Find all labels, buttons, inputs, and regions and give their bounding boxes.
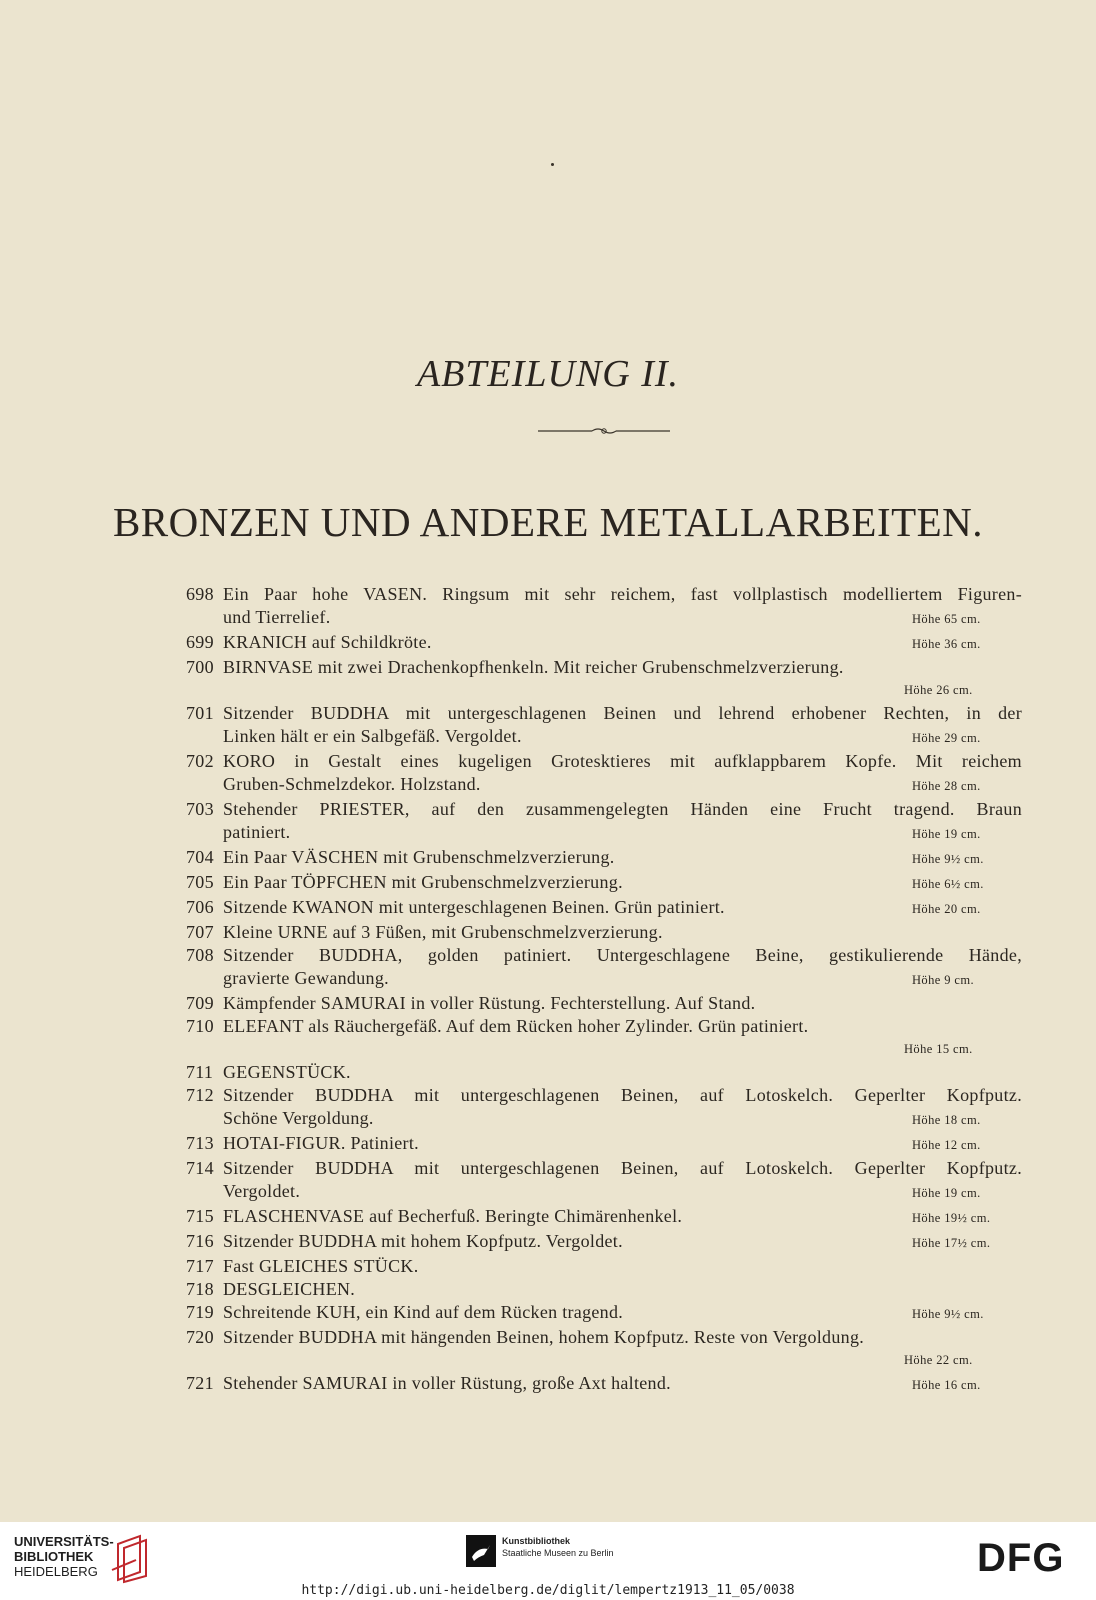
catalog-entry bbox=[186, 846, 1022, 871]
entry-description: GEGENSTÜCK. bbox=[223, 1062, 351, 1082]
entry-number: 698 bbox=[186, 584, 214, 604]
entry-description: KRANICH auf Schildkröte. bbox=[223, 632, 432, 652]
entry-number: 710 bbox=[186, 1016, 214, 1036]
catalog-entry bbox=[186, 631, 1022, 656]
entry-number: 702 bbox=[186, 751, 214, 771]
entry-number: 712 bbox=[186, 1085, 214, 1105]
entry-description: Vergoldet. bbox=[223, 1181, 301, 1201]
library-line-2: BIBLIOTHEK bbox=[14, 1549, 94, 1564]
entry-height: Höhe 9½ cm. bbox=[912, 852, 984, 866]
entry-number: 717 bbox=[186, 1256, 214, 1276]
catalog-entry bbox=[186, 1255, 1022, 1278]
catalog-entry bbox=[186, 992, 1022, 1015]
entry-height: Höhe 12 cm. bbox=[912, 1138, 981, 1152]
entry-description: patiniert. bbox=[223, 822, 291, 842]
entry-number: 703 bbox=[186, 799, 214, 819]
entry-height: Höhe 26 cm. bbox=[904, 683, 973, 697]
catalog-entry bbox=[186, 656, 1022, 702]
catalog-entry bbox=[186, 1157, 1022, 1205]
entry-number: 707 bbox=[186, 922, 214, 942]
entry-number: 705 bbox=[186, 872, 214, 892]
entry-height: Höhe 9 cm. bbox=[912, 973, 974, 987]
entry-description: Ein Paar hohe VASEN. Ringsum mit sehr reichem, fast vollplastisch modelliertem Figuren- bbox=[223, 584, 1022, 604]
entry-number: 721 bbox=[186, 1373, 214, 1393]
entry-description: Fast GLEICHES STÜCK. bbox=[223, 1256, 419, 1276]
entry-height: Höhe 9½ cm. bbox=[912, 1307, 984, 1321]
catalog-entry bbox=[186, 1015, 1022, 1061]
entry-description: Gruben-Schmelzdekor. Holzstand. bbox=[223, 774, 481, 794]
entry-number: 704 bbox=[186, 847, 214, 867]
catalog-entry bbox=[186, 1061, 1022, 1084]
entry-number: 711 bbox=[186, 1062, 214, 1082]
entry-description: Kleine URNE auf 3 Füßen, mit Grubenschmelzverzierung. bbox=[223, 922, 663, 942]
entry-height: Höhe 15 cm. bbox=[904, 1042, 973, 1056]
entry-description: Sitzender BUDDHA mit hängenden Beinen, hohem Kopfputz. Reste von Vergoldung. bbox=[223, 1327, 865, 1347]
entry-number: 714 bbox=[186, 1158, 214, 1178]
entry-height: Höhe 29 cm. bbox=[912, 731, 981, 745]
entry-description: HOTAI-FIGUR. Patiniert. bbox=[223, 1133, 419, 1153]
catalog-entry bbox=[186, 583, 1022, 631]
entry-description: Schreitende KUH, ein Kind auf dem Rücken tragend. bbox=[223, 1302, 624, 1322]
entry-description: FLASCHENVASE auf Becherfuß. Beringte Chimärenhenkel. bbox=[223, 1206, 683, 1226]
catalog-entry bbox=[186, 702, 1022, 750]
entry-description: Sitzender BUDDHA, golden patiniert. Untergeschlagene Beine, gestikulierende Hände, bbox=[223, 945, 1022, 965]
section-title: ABTEILUNG II. bbox=[416, 353, 680, 395]
entry-number: 713 bbox=[186, 1133, 214, 1153]
catalog-entry bbox=[186, 1301, 1022, 1326]
entry-description: Ein Paar VÄSCHEN mit Grubenschmelzverzierung. bbox=[223, 847, 615, 867]
page-url: http://digi.ub.uni-heidelberg.de/diglit/lempertz1913_11_05/0038 bbox=[301, 1583, 795, 1598]
entry-description: Sitzender BUDDHA mit hohem Kopfputz. Vergoldet. bbox=[223, 1231, 623, 1251]
catalog-entry bbox=[186, 921, 1022, 944]
university-library-logo-icon bbox=[110, 1530, 154, 1586]
entry-description: Schöne Vergoldung. bbox=[223, 1108, 374, 1128]
entry-height: Höhe 19½ cm. bbox=[912, 1211, 991, 1225]
catalog-entry bbox=[186, 896, 1022, 921]
entry-description: Kämpfender SAMURAI in voller Rüstung. Fechterstellung. Auf Stand. bbox=[223, 993, 756, 1013]
entry-height: Höhe 65 cm. bbox=[912, 612, 981, 626]
entry-height: Höhe 22 cm. bbox=[904, 1353, 973, 1367]
entry-description: Sitzender BUDDHA mit untergeschlagenen Beinen und lehrend erhobener Rechten, in der bbox=[223, 703, 1022, 723]
entry-description: BIRNVASE mit zwei Drachenkopfhenkeln. Mit reicher Grubenschmelzverzierung. bbox=[223, 657, 844, 677]
catalog-entry bbox=[186, 1132, 1022, 1157]
entry-description: ELEFANT als Räuchergefäß. Auf dem Rücken hoher Zylinder. Grün patiniert. bbox=[223, 1016, 809, 1036]
catalog-entry bbox=[186, 1230, 1022, 1255]
entry-description: Sitzende KWANON mit untergeschlagenen Beinen. Grün patiniert. bbox=[223, 897, 725, 917]
catalog-entry bbox=[186, 750, 1022, 798]
entry-description: Sitzender BUDDHA mit untergeschlagenen Beinen, auf Lotoskelch. Geperlter Kopfputz. bbox=[223, 1158, 1022, 1178]
entry-description: und Tierrelief. bbox=[223, 607, 331, 627]
entry-height: Höhe 28 cm. bbox=[912, 779, 981, 793]
main-title: BRONZEN UND ANDERE METALLARBEITEN. bbox=[112, 499, 984, 545]
entry-number: 699 bbox=[186, 632, 214, 652]
entry-number: 706 bbox=[186, 897, 214, 917]
entry-description: DESGLEICHEN. bbox=[223, 1279, 356, 1299]
entry-description: Sitzender BUDDHA mit untergeschlagenen Beinen, auf Lotoskelch. Geperlter Kopfputz. bbox=[223, 1085, 1022, 1105]
entry-height: Höhe 16 cm. bbox=[912, 1378, 981, 1392]
library-name bbox=[14, 1534, 114, 1579]
entry-number: 700 bbox=[186, 657, 214, 677]
entry-number: 719 bbox=[186, 1302, 214, 1322]
entry-description: Stehender SAMURAI in voller Rüstung, große Axt haltend. bbox=[223, 1373, 671, 1393]
kunstbibliothek-logo-icon bbox=[466, 1535, 496, 1567]
entry-number: 709 bbox=[186, 993, 214, 1013]
catalog-entry bbox=[186, 1205, 1022, 1230]
ink-speck bbox=[551, 163, 554, 166]
partner-institution bbox=[502, 1535, 614, 1559]
entry-height: Höhe 20 cm. bbox=[912, 902, 981, 916]
entry-number: 716 bbox=[186, 1231, 214, 1251]
catalog-entry bbox=[186, 798, 1022, 846]
entry-height: Höhe 6½ cm. bbox=[912, 877, 984, 891]
entry-description: Linken hält er ein Salbgefäß. Vergoldet. bbox=[223, 726, 522, 746]
entry-number: 701 bbox=[186, 703, 214, 723]
entry-number: 708 bbox=[186, 945, 214, 965]
entry-height: Höhe 17½ cm. bbox=[912, 1236, 991, 1250]
entry-height: Höhe 19 cm. bbox=[912, 1186, 981, 1200]
catalog-entry bbox=[186, 1326, 1022, 1372]
entry-number: 718 bbox=[186, 1279, 214, 1299]
catalog-entry-list bbox=[186, 583, 1022, 1397]
entry-description: Ein Paar TÖPFCHEN mit Grubenschmelzverzierung. bbox=[223, 872, 623, 892]
entry-number: 720 bbox=[186, 1327, 214, 1347]
catalog-entry bbox=[186, 1084, 1022, 1132]
library-line-1: UNIVERSITÄTS- bbox=[14, 1534, 114, 1549]
library-line-3: HEIDELBERG bbox=[14, 1564, 98, 1579]
entry-number: 715 bbox=[186, 1206, 214, 1226]
partner-line-2: Staatliche Museen zu Berlin bbox=[502, 1548, 614, 1558]
catalog-entry bbox=[186, 871, 1022, 896]
entry-description: Stehender PRIESTER, auf den zusammengelegten Händen eine Frucht tragend. Braun bbox=[223, 799, 1022, 819]
ornament-divider-icon bbox=[534, 424, 674, 438]
partner-line-1: Kunstbibliothek bbox=[502, 1536, 570, 1546]
catalog-entry bbox=[186, 1372, 1022, 1397]
entry-description: gravierte Gewandung. bbox=[223, 968, 389, 988]
catalog-entry bbox=[186, 944, 1022, 992]
entry-description: KORO in Gestalt eines kugeligen Grotesktieres mit aufklappbarem Kopfe. Mit reichem bbox=[223, 751, 1022, 771]
entry-height: Höhe 18 cm. bbox=[912, 1113, 981, 1127]
entry-height: Höhe 36 cm. bbox=[912, 637, 981, 651]
catalog-entry bbox=[186, 1278, 1022, 1301]
entry-height: Höhe 19 cm. bbox=[912, 827, 981, 841]
dfg-logo: DFG bbox=[977, 1536, 1065, 1580]
